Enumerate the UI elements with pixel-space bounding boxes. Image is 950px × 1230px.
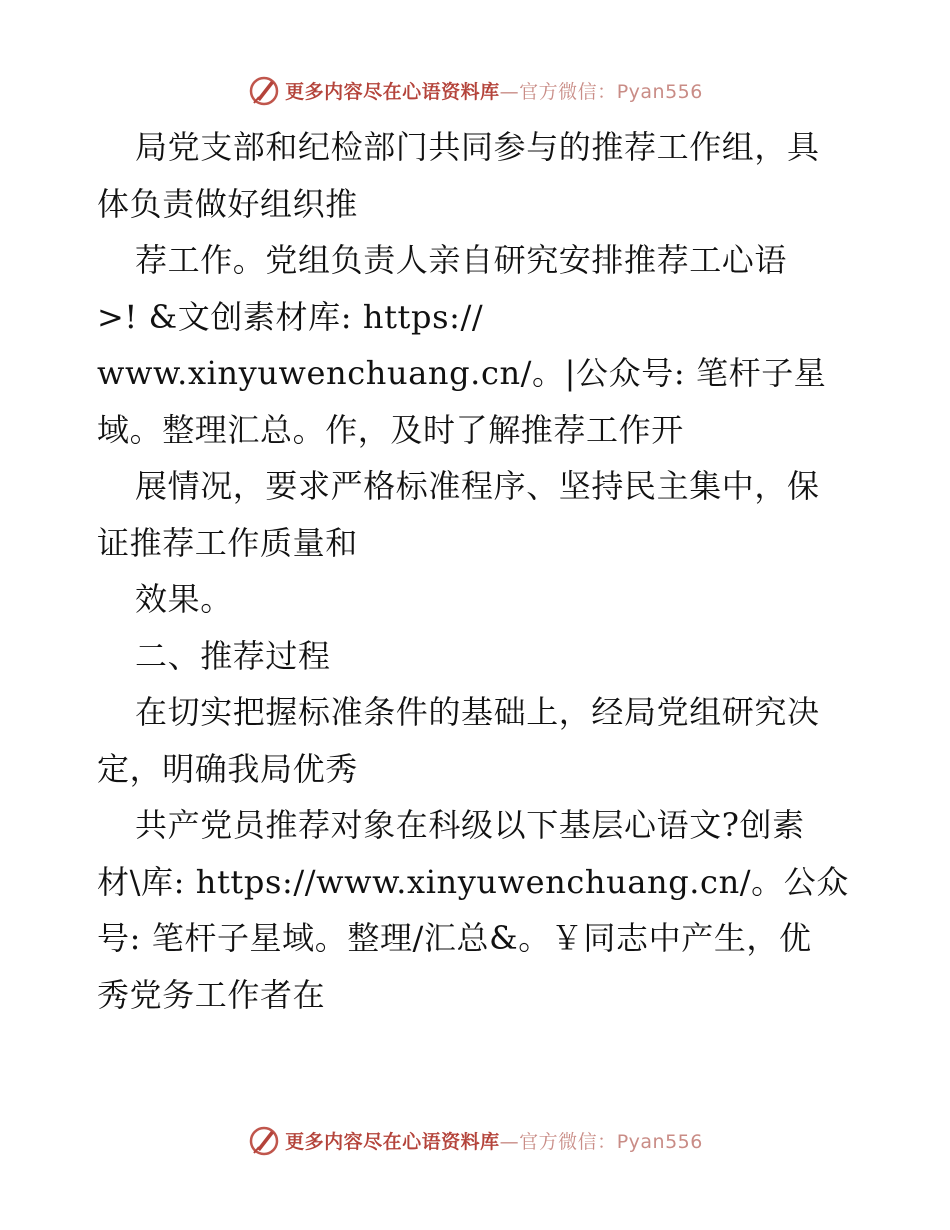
quill-pen-logo-icon xyxy=(247,73,281,107)
quill-pen-logo-icon xyxy=(247,1123,281,1157)
text-line: 域。整理汇总。作，及时了解推荐工作开 xyxy=(97,410,684,449)
footer-watermark-banner xyxy=(0,1120,950,1160)
text-line: 局党支部和纪检部门共同参与的推荐工作组，具 xyxy=(135,128,820,166)
text-line: 体负责做好组织推 xyxy=(97,184,358,223)
text-line: 共产党员推荐对象在科级以下基层心语文?创素 xyxy=(135,806,805,844)
text-line: 展情况，要求严格标准程序、坚持民主集中，保 xyxy=(135,467,820,505)
text-line: 在切实把握标准条件的基础上，经局党组研究决 xyxy=(135,693,820,731)
text-line: 材\库: https://www.xinyuwenchuang.cn/。公众 xyxy=(97,862,849,901)
document-body xyxy=(97,119,867,1023)
banner-text: 更多内容尽在心语资料库—官方微信：Pyan556 xyxy=(285,80,703,103)
text-line: www.xinyuwenchuang.cn/。|公众号: 笔杆子星 xyxy=(97,354,827,392)
text-line: 荐工作。党组负责人亲自研究安排推荐工心语 xyxy=(135,241,788,279)
text-line: 证推荐工作质量和 xyxy=(97,523,358,562)
text-line: 定，明确我局优秀 xyxy=(97,749,358,788)
header-watermark-banner xyxy=(0,70,950,110)
banner-text: 更多内容尽在心语资料库—官方微信：Pyan556 xyxy=(285,1130,703,1153)
text-line: 号: 笔杆子星域。整理/汇总&。￥同志中产生，优 xyxy=(97,919,812,957)
text-line: 秀党务工作者在 xyxy=(97,975,326,1014)
text-line: 效果。 xyxy=(135,580,233,618)
text-line: >! &文创素材库: https:// xyxy=(97,297,484,336)
section-heading: 二、推荐过程 xyxy=(135,636,331,675)
